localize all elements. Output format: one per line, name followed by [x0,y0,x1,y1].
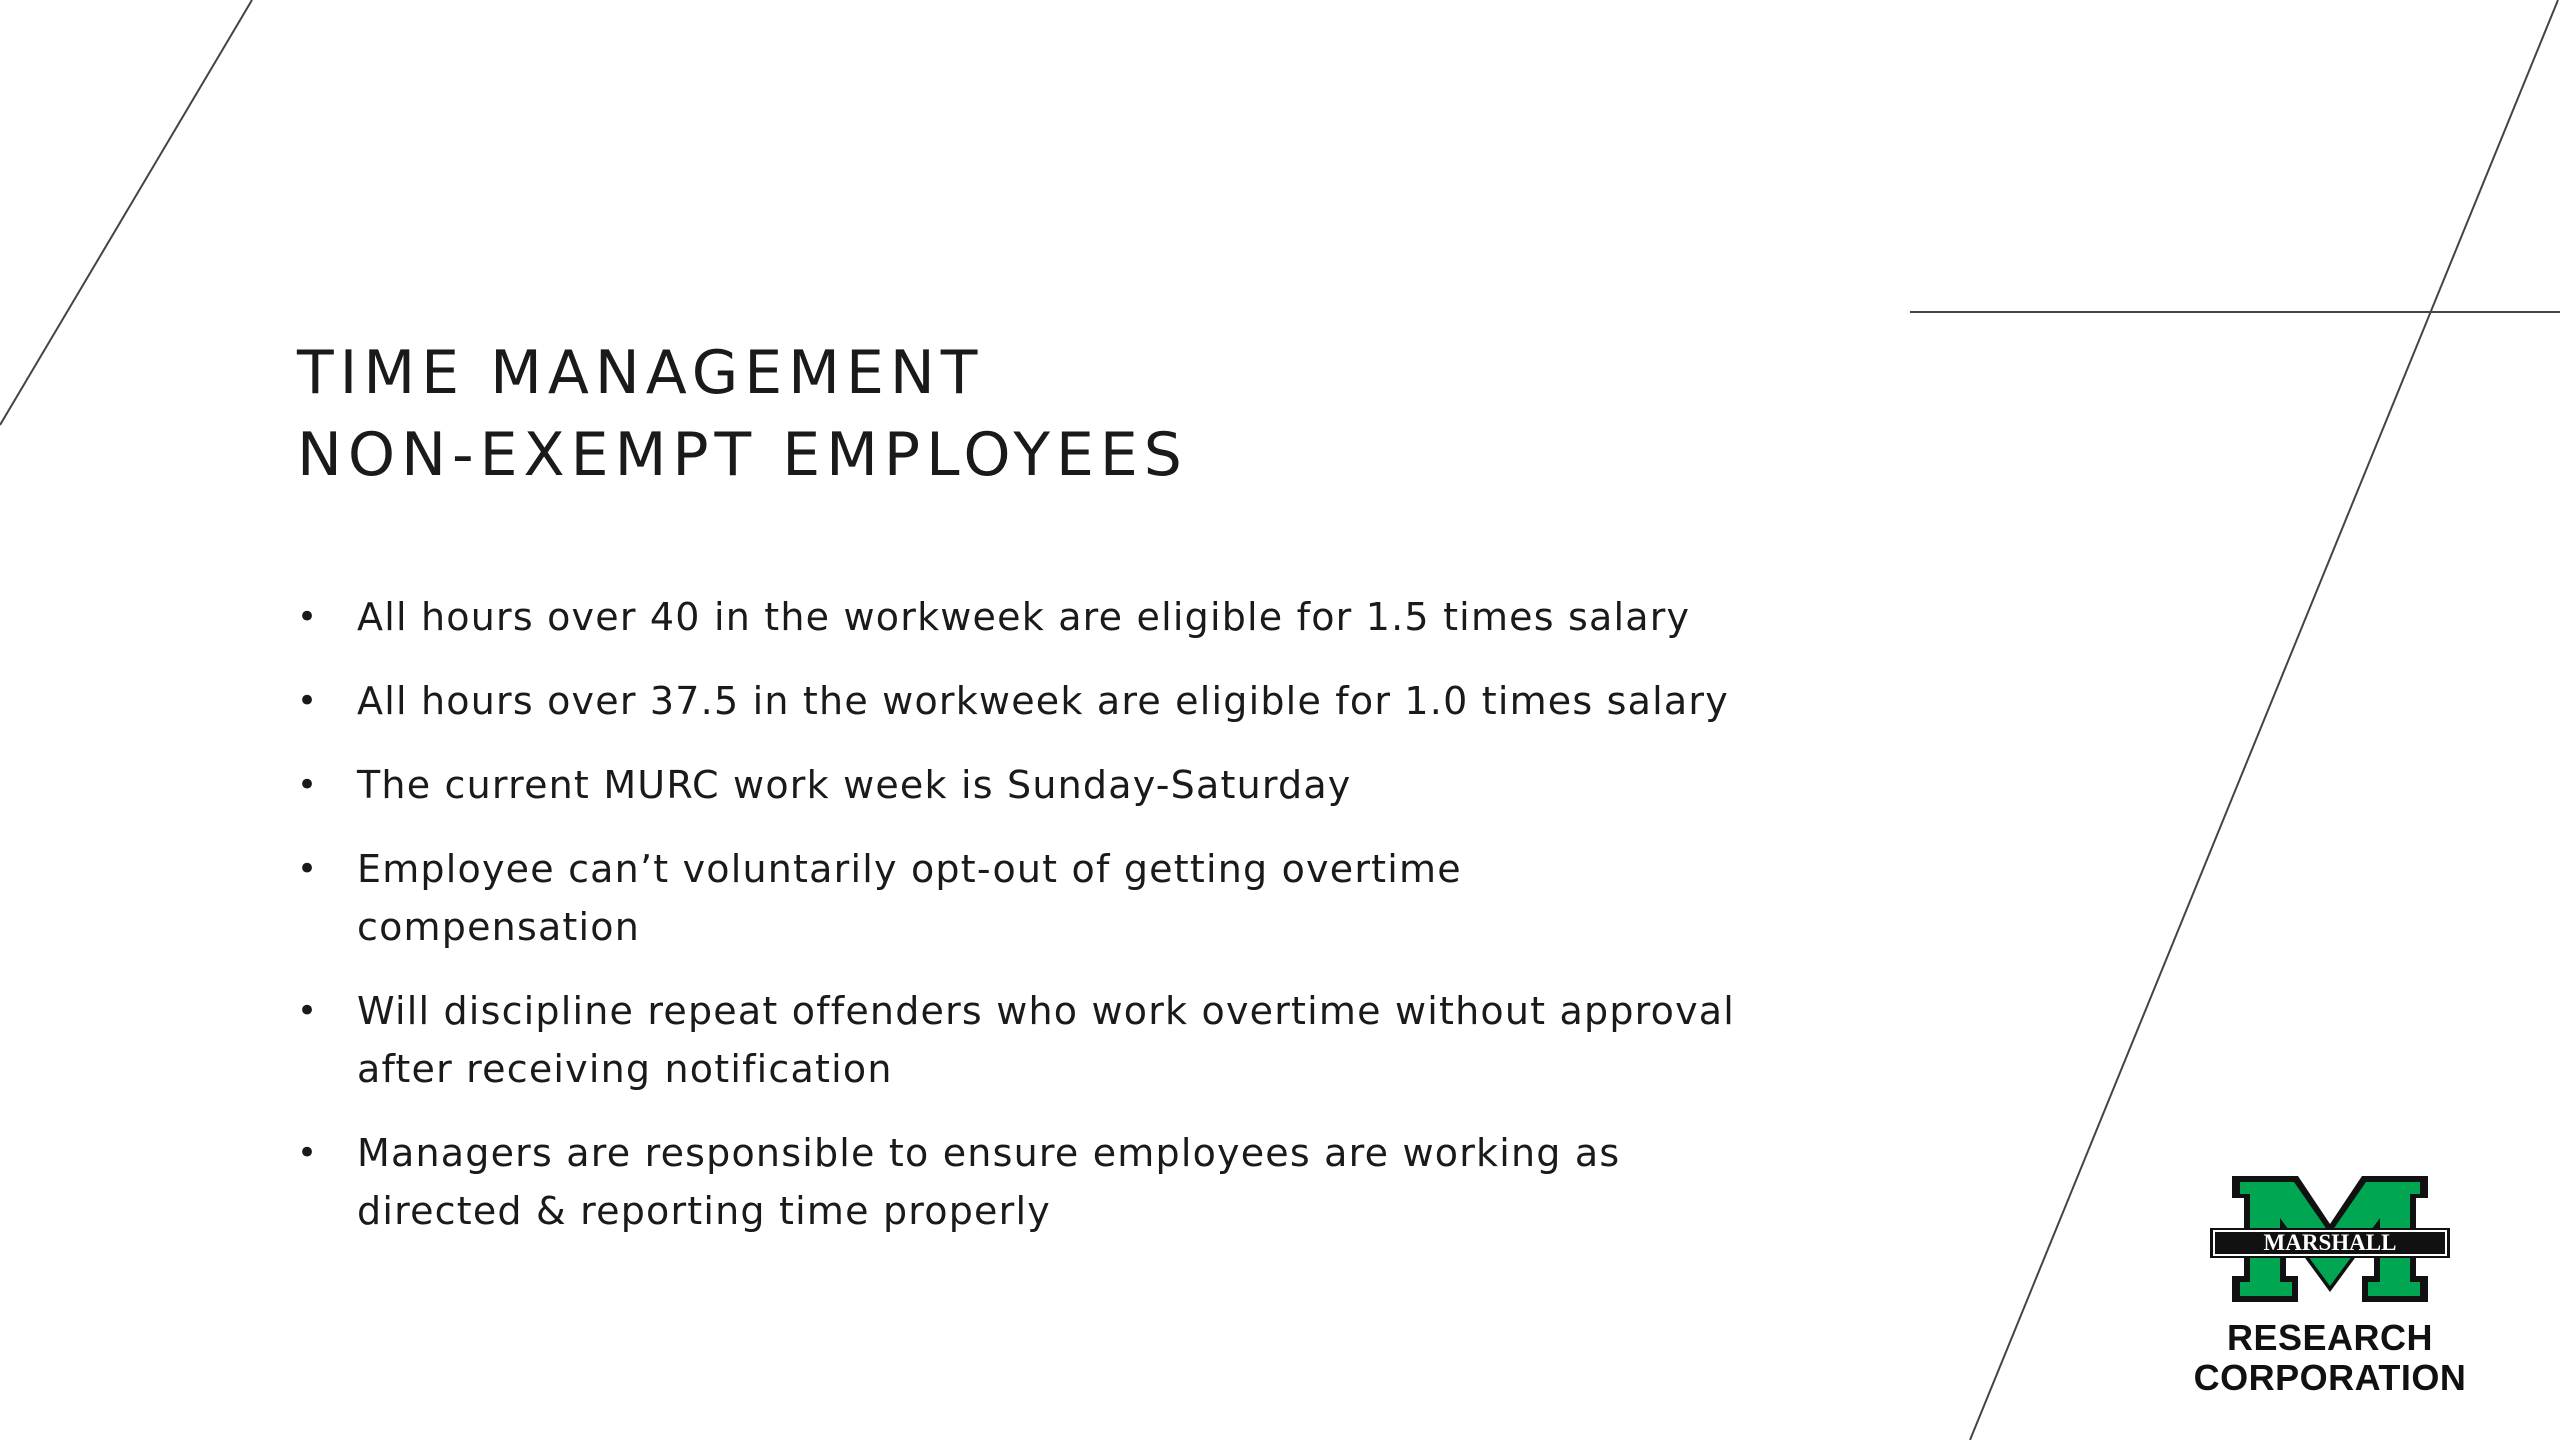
bullet-text: Managers are responsible to ensure employees are working as directed & reporting time properly [357,1131,1621,1233]
bullet-text: All hours over 37.5 in the workweek are eligible for 1.0 times salary [357,679,1729,723]
bullet-dot: • [297,1133,319,1173]
bullet-dot: • [297,991,319,1031]
bullet-item [297,672,1747,730]
bullet-dot: • [297,681,319,721]
slide-title-line-1: TIME MANAGEMENT [297,338,984,408]
bullet-text: The current MURC work week is Sunday-Saturday [357,763,1352,807]
bullet-text: All hours over 40 in the workweek are eligible for 1.5 times salary [357,595,1691,639]
bullet-item [297,588,1747,646]
marshall-m-logo-icon [2180,1170,2480,1310]
bullet-item [297,1124,1747,1240]
logo-banner-text: MARSHALL [2263,1230,2397,1255]
bullet-text: Will discipline repeat offenders who work overtime without approval after receiving notification [357,989,1736,1091]
bullet-dot: • [297,849,319,889]
bullet-item [297,840,1747,956]
bullet-text: Employee can’t voluntarily opt-out of getting overtime compensation [357,847,1462,949]
diagonal-line-left [0,0,252,425]
bullet-item [297,756,1747,814]
logo-research-text: RESEARCH [2226,1317,2434,1358]
bullet-list [297,588,1747,1266]
slide-title-line-2: NON-EXEMPT EMPLOYEES [297,420,1188,490]
bullet-item [297,982,1747,1098]
slide-title [297,332,1188,496]
bullet-dot: • [297,765,319,805]
bullet-dot: • [297,597,319,637]
marshall-research-logo [2180,1170,2480,1410]
logo-corporation-text: CORPORATION [2193,1357,2467,1398]
